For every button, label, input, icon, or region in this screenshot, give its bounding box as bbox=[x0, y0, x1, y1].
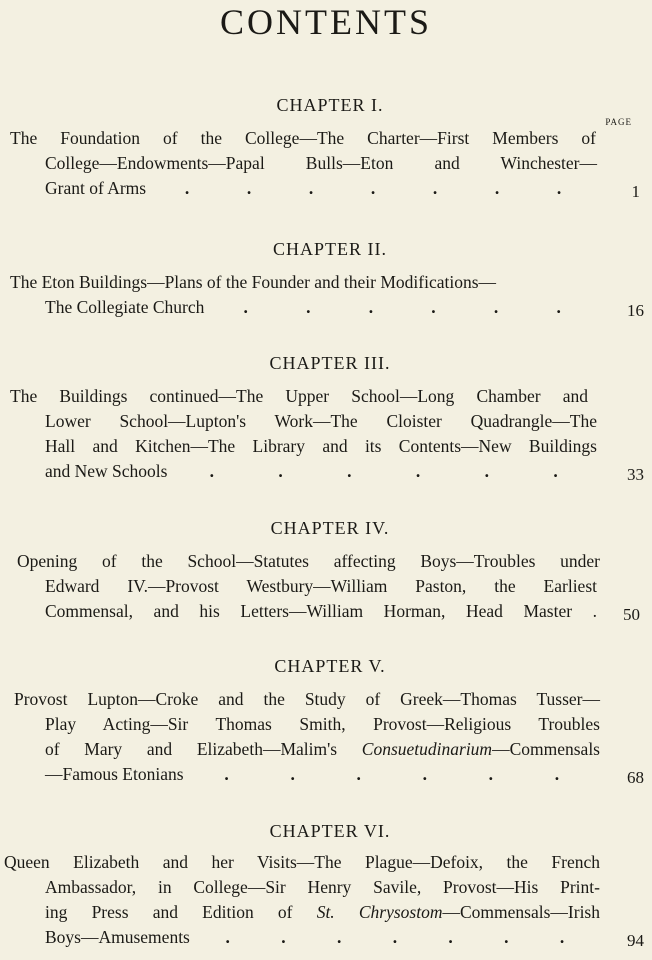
leader-dots: . . . . . . bbox=[209, 461, 558, 481]
page-number: 16 bbox=[627, 301, 644, 320]
chapter-entry bbox=[0, 352, 652, 484]
page-number: 68 bbox=[627, 768, 644, 787]
chapter-description bbox=[0, 850, 652, 950]
description-line: The Buildings continued—The Upper School—Long Chamber and bbox=[10, 386, 588, 406]
last-line-text: The Collegiate Church bbox=[45, 297, 205, 317]
chapter-entry bbox=[0, 238, 652, 320]
italic-title: Consuetudinarium bbox=[361, 739, 493, 759]
chapter-heading: CHAPTER IV. bbox=[270, 518, 390, 538]
description-line: Lower School—Lupton's Work—The Cloister Quadrangle—The bbox=[45, 411, 597, 431]
description-last-line bbox=[0, 459, 600, 484]
leader-dots: . . . . . . bbox=[243, 297, 561, 317]
description-line: The Eton Buildings—Plans of the Founder and their Modifications— bbox=[10, 272, 497, 292]
last-line-text: Boys—Amusements bbox=[45, 927, 190, 947]
last-line-text: and New Schools bbox=[45, 461, 168, 481]
italic-title: St. Chrysostom bbox=[316, 902, 443, 922]
leader-dots: . . . . . . . bbox=[184, 178, 562, 198]
description-line: Hall and Kitchen—The Library and its Contents—New Buildings bbox=[45, 436, 597, 456]
chapter-description bbox=[0, 384, 652, 484]
page-number: 33 bbox=[627, 465, 644, 484]
last-line-text: Grant of Arms bbox=[45, 178, 147, 198]
description-last-line: Commensal, and his Letters—William Horman, Head Master . bbox=[45, 601, 597, 621]
description-line: Provost Lupton—Croke and the Study of Greek—Thomas Tusser— bbox=[14, 689, 600, 709]
chapter-description bbox=[0, 549, 652, 624]
line-text-before: ing Press and Edition of bbox=[45, 902, 317, 922]
description-last-line bbox=[0, 176, 600, 201]
chapter-heading: CHAPTER II. bbox=[273, 239, 387, 259]
description-last-line bbox=[0, 925, 600, 950]
chapter-description bbox=[0, 270, 652, 320]
line-text-after: —Commensals—Irish bbox=[442, 902, 600, 922]
description-last-line bbox=[0, 762, 600, 787]
description-line: Play Acting—Sir Thomas Smith, Provost—Religious Troubles bbox=[45, 714, 600, 734]
line-text-before: of Mary and Elizabeth—Malim's bbox=[45, 739, 362, 759]
page-title: CONTENTS bbox=[220, 2, 432, 42]
description-line bbox=[0, 737, 600, 762]
description-line bbox=[0, 900, 600, 925]
description-line: The Foundation of the College—The Charter—First Members of bbox=[10, 128, 596, 148]
last-line-text: —Famous Etonians bbox=[45, 764, 184, 784]
chapter-heading: CHAPTER VI. bbox=[269, 821, 391, 841]
chapter-heading: CHAPTER V. bbox=[274, 656, 386, 676]
description-line: Ambassador, in College—Sir Henry Savile, Provost—His Print- bbox=[45, 877, 600, 897]
chapter-heading: CHAPTER III. bbox=[269, 353, 391, 373]
chapter-entry bbox=[0, 517, 652, 624]
description-line: College—Endowments—Papal Bulls—Eton and Winchester— bbox=[45, 153, 597, 173]
description-last-line bbox=[0, 295, 600, 320]
page-number: 1 bbox=[631, 182, 640, 201]
line-text-after: —Commensals bbox=[492, 739, 600, 759]
page-number: 50 bbox=[623, 605, 640, 624]
chapter-entry bbox=[0, 655, 652, 787]
chapter-entry bbox=[0, 820, 652, 950]
page-column-label: PAGE bbox=[605, 117, 632, 127]
leader-dots: . . . . . . . bbox=[225, 927, 565, 947]
description-line: Edward IV.—Provost Westbury—William Paston, the Earliest bbox=[45, 576, 597, 596]
chapter-description bbox=[0, 126, 652, 201]
page-number: 94 bbox=[627, 931, 644, 950]
description-line: Queen Elizabeth and her Visits—The Plague—Defoix, the French bbox=[4, 852, 600, 872]
chapter-description bbox=[0, 687, 652, 787]
chapter-heading: CHAPTER I. bbox=[276, 95, 384, 115]
leader-dots: . . . . . . bbox=[224, 764, 560, 784]
description-line: Opening of the School—Statutes affecting Boys—Troubles under bbox=[17, 551, 600, 571]
chapter-entry bbox=[0, 94, 652, 201]
